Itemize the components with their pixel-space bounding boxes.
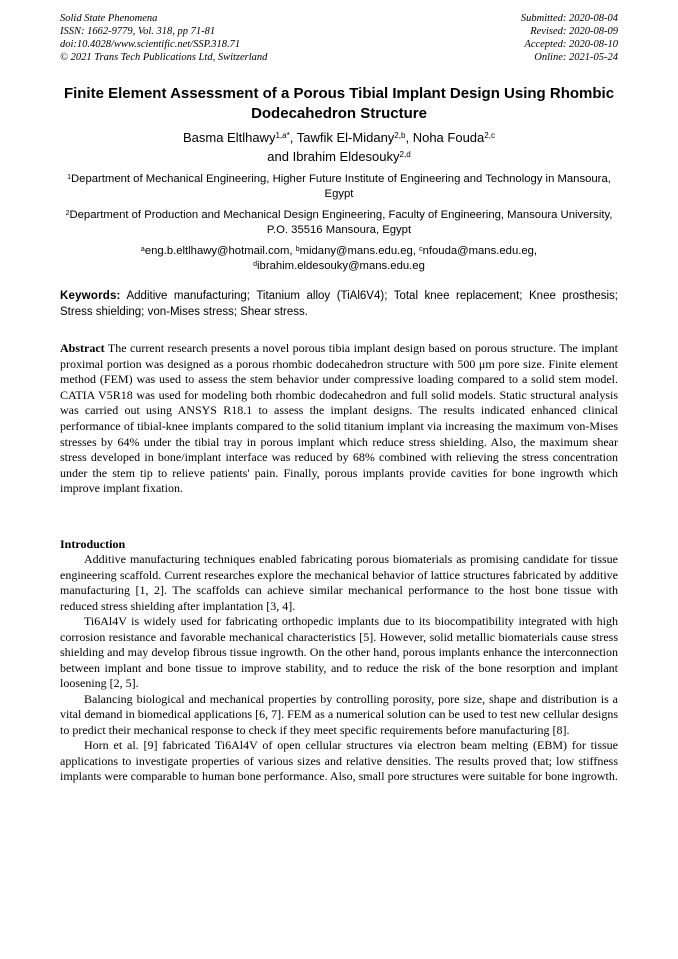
email-superscript: b bbox=[295, 245, 300, 253]
author-name: , Tawfik El-Midany bbox=[289, 130, 395, 145]
intro-paragraph: Balancing biological and mechanical properties by controlling porosity, pore size, shape and distribution is a vital demand in biomedical applications [6, 7]. FEM as a numerical solution can be used to test new cellular designs to predict their mechanical response to check if they meet specific requirements before manufacturing [8]. bbox=[60, 691, 618, 737]
author-superscript: 1,a* bbox=[275, 131, 290, 141]
email-address: ibrahim.eldesouky@mans.edu.eg bbox=[257, 260, 425, 272]
email-superscript: a bbox=[140, 245, 145, 253]
revised-date: Revised: 2020-08-09 bbox=[530, 26, 618, 37]
authors-line-2 bbox=[60, 147, 618, 166]
journal-header-left bbox=[60, 12, 267, 64]
email-address: midany@mans.edu.eg, bbox=[299, 245, 420, 257]
journal-name: Solid State Phenomena bbox=[60, 13, 158, 24]
abstract-paragraph bbox=[60, 341, 618, 497]
keywords-paragraph bbox=[60, 289, 618, 320]
introduction-heading: Introduction bbox=[60, 536, 126, 551]
copyright-line: © 2021 Trans Tech Publications Ltd, Switzerland bbox=[60, 52, 268, 63]
submitted-date: Submitted: 2020-08-04 bbox=[520, 13, 618, 24]
intro-paragraph: Horn et al. [9] fabricated Ti6Al4V of open cellular structures via electron beam melting (EBM) for tissue applications to investigate properties of various sizes and relative densities. The results proved that; low stiffness implants were comparable to human bone performance. Also, small pore structures were suitable for bone ingrowth. bbox=[60, 738, 618, 784]
affiliation-superscript: 2 bbox=[65, 209, 70, 217]
author-superscript: 2,b bbox=[394, 131, 406, 141]
author-name: , Noha Fouda bbox=[405, 130, 485, 145]
email-address: nfouda@mans.edu.eg, bbox=[422, 245, 538, 257]
issn-volume-line: ISSN: 1662-9779, Vol. 318, pp 71-81 bbox=[60, 26, 216, 37]
abstract-label: Abstract bbox=[60, 341, 105, 355]
emails-line-1 bbox=[60, 244, 618, 259]
journal-header-right bbox=[521, 12, 618, 64]
email-superscript: d bbox=[253, 260, 258, 268]
affiliation-2 bbox=[60, 208, 618, 238]
affiliation-text: Department of Production and Mechanical Design Engineering, Faculty of Engineering, Mansoura University, P.O. 35516 Mansoura, Egypt bbox=[69, 209, 613, 236]
author-name: and Ibrahim Eldesouky bbox=[267, 149, 400, 164]
authors-line-1 bbox=[60, 128, 618, 147]
author-name: Basma Eltlhawy bbox=[182, 130, 276, 145]
email-superscript: c bbox=[419, 245, 423, 253]
keywords-text: Additive manufacturing; Titanium alloy (TiAl6V4); Total knee replacement; Knee prosthesis; Stress shielding; von-Mises stress; Shear stress. bbox=[60, 290, 618, 318]
email-address: eng.b.eltlhawy@hotmail.com, bbox=[144, 245, 296, 257]
author-emails bbox=[60, 244, 618, 274]
online-date: Online: 2021-05-24 bbox=[534, 52, 618, 63]
affiliation-superscript: 1 bbox=[67, 173, 72, 181]
accepted-date: Accepted: 2020-08-10 bbox=[524, 39, 618, 50]
emails-line-2 bbox=[60, 259, 618, 274]
author-superscript: 2,d bbox=[399, 150, 411, 160]
affiliation-text: Department of Mechanical Engineering, Higher Future Institute of Engineering and Technology in Mansoura, Egypt bbox=[71, 173, 611, 200]
paper-title: Finite Element Assessment of a Porous Tibial Implant Design Using Rhombic Dodecahedron Structure bbox=[63, 85, 615, 122]
intro-paragraph: Additive manufacturing techniques enabled fabricating porous biomaterials as promising candidate for tissue engineering scaffold. Current researches explore the mechanical behavior of lattice structures fabricated by additive manufacturing [1, 2]. The scaffolds can achieve similar mechanical performance to the host bone tissue with reduced stress shielding after implantation [3, 4]. bbox=[60, 552, 618, 613]
doi-line: doi:10.4028/www.scientific.net/SSP.318.71 bbox=[60, 39, 241, 50]
affiliation-1 bbox=[60, 172, 618, 202]
authors-block bbox=[60, 128, 618, 166]
keywords-label: Keywords: bbox=[60, 290, 121, 302]
abstract-text: The current research presents a novel porous tibia implant design based on porous structure. The implant proximal portion was designed as a porous rhombic dodecahedron structure with 500 μm pore size. Finite element method (FEM) was used to assess the stem behavior under compressive loading compared to a solid stem model. CATIA V5R18 was used for modeling both rhombic dodecahedron and full solid models. Static structural analysis was carried out using ANSYS R18.1 to assess the implant designs. The results indicated enhanced clinical performance of tibial-knee implants compared to the solid titanium implant via increasing the maximum von-Mises stresses by 64% under the tibial tray in porous implant which reduce stress shielding. Also, the maximum shear stress developed in bone/implant interface was reduced by 68% combined with relieving the stress concentration under the stem tip to relieve patients' pain. Finally, porous implants provide cavities for bone ingrowth which improve implant fixation. bbox=[60, 341, 618, 496]
journal-header bbox=[60, 12, 618, 64]
author-superscript: 2,c bbox=[484, 131, 496, 141]
intro-paragraph: Ti6Al4V is widely used for fabricating orthopedic implants due to its biocompatibility integrated with high corrosion resistance and favorable mechanical characteristics [5]. However, solid metallic biomaterials cause stress shielding and may develop fibrous tissue ingrowth. On the other hand, porous implants enhance the interconnection between implant and bone tissue to improve stability, and to reduce the risk of the bone resorption and implant loosening [2, 5]. bbox=[60, 614, 618, 691]
